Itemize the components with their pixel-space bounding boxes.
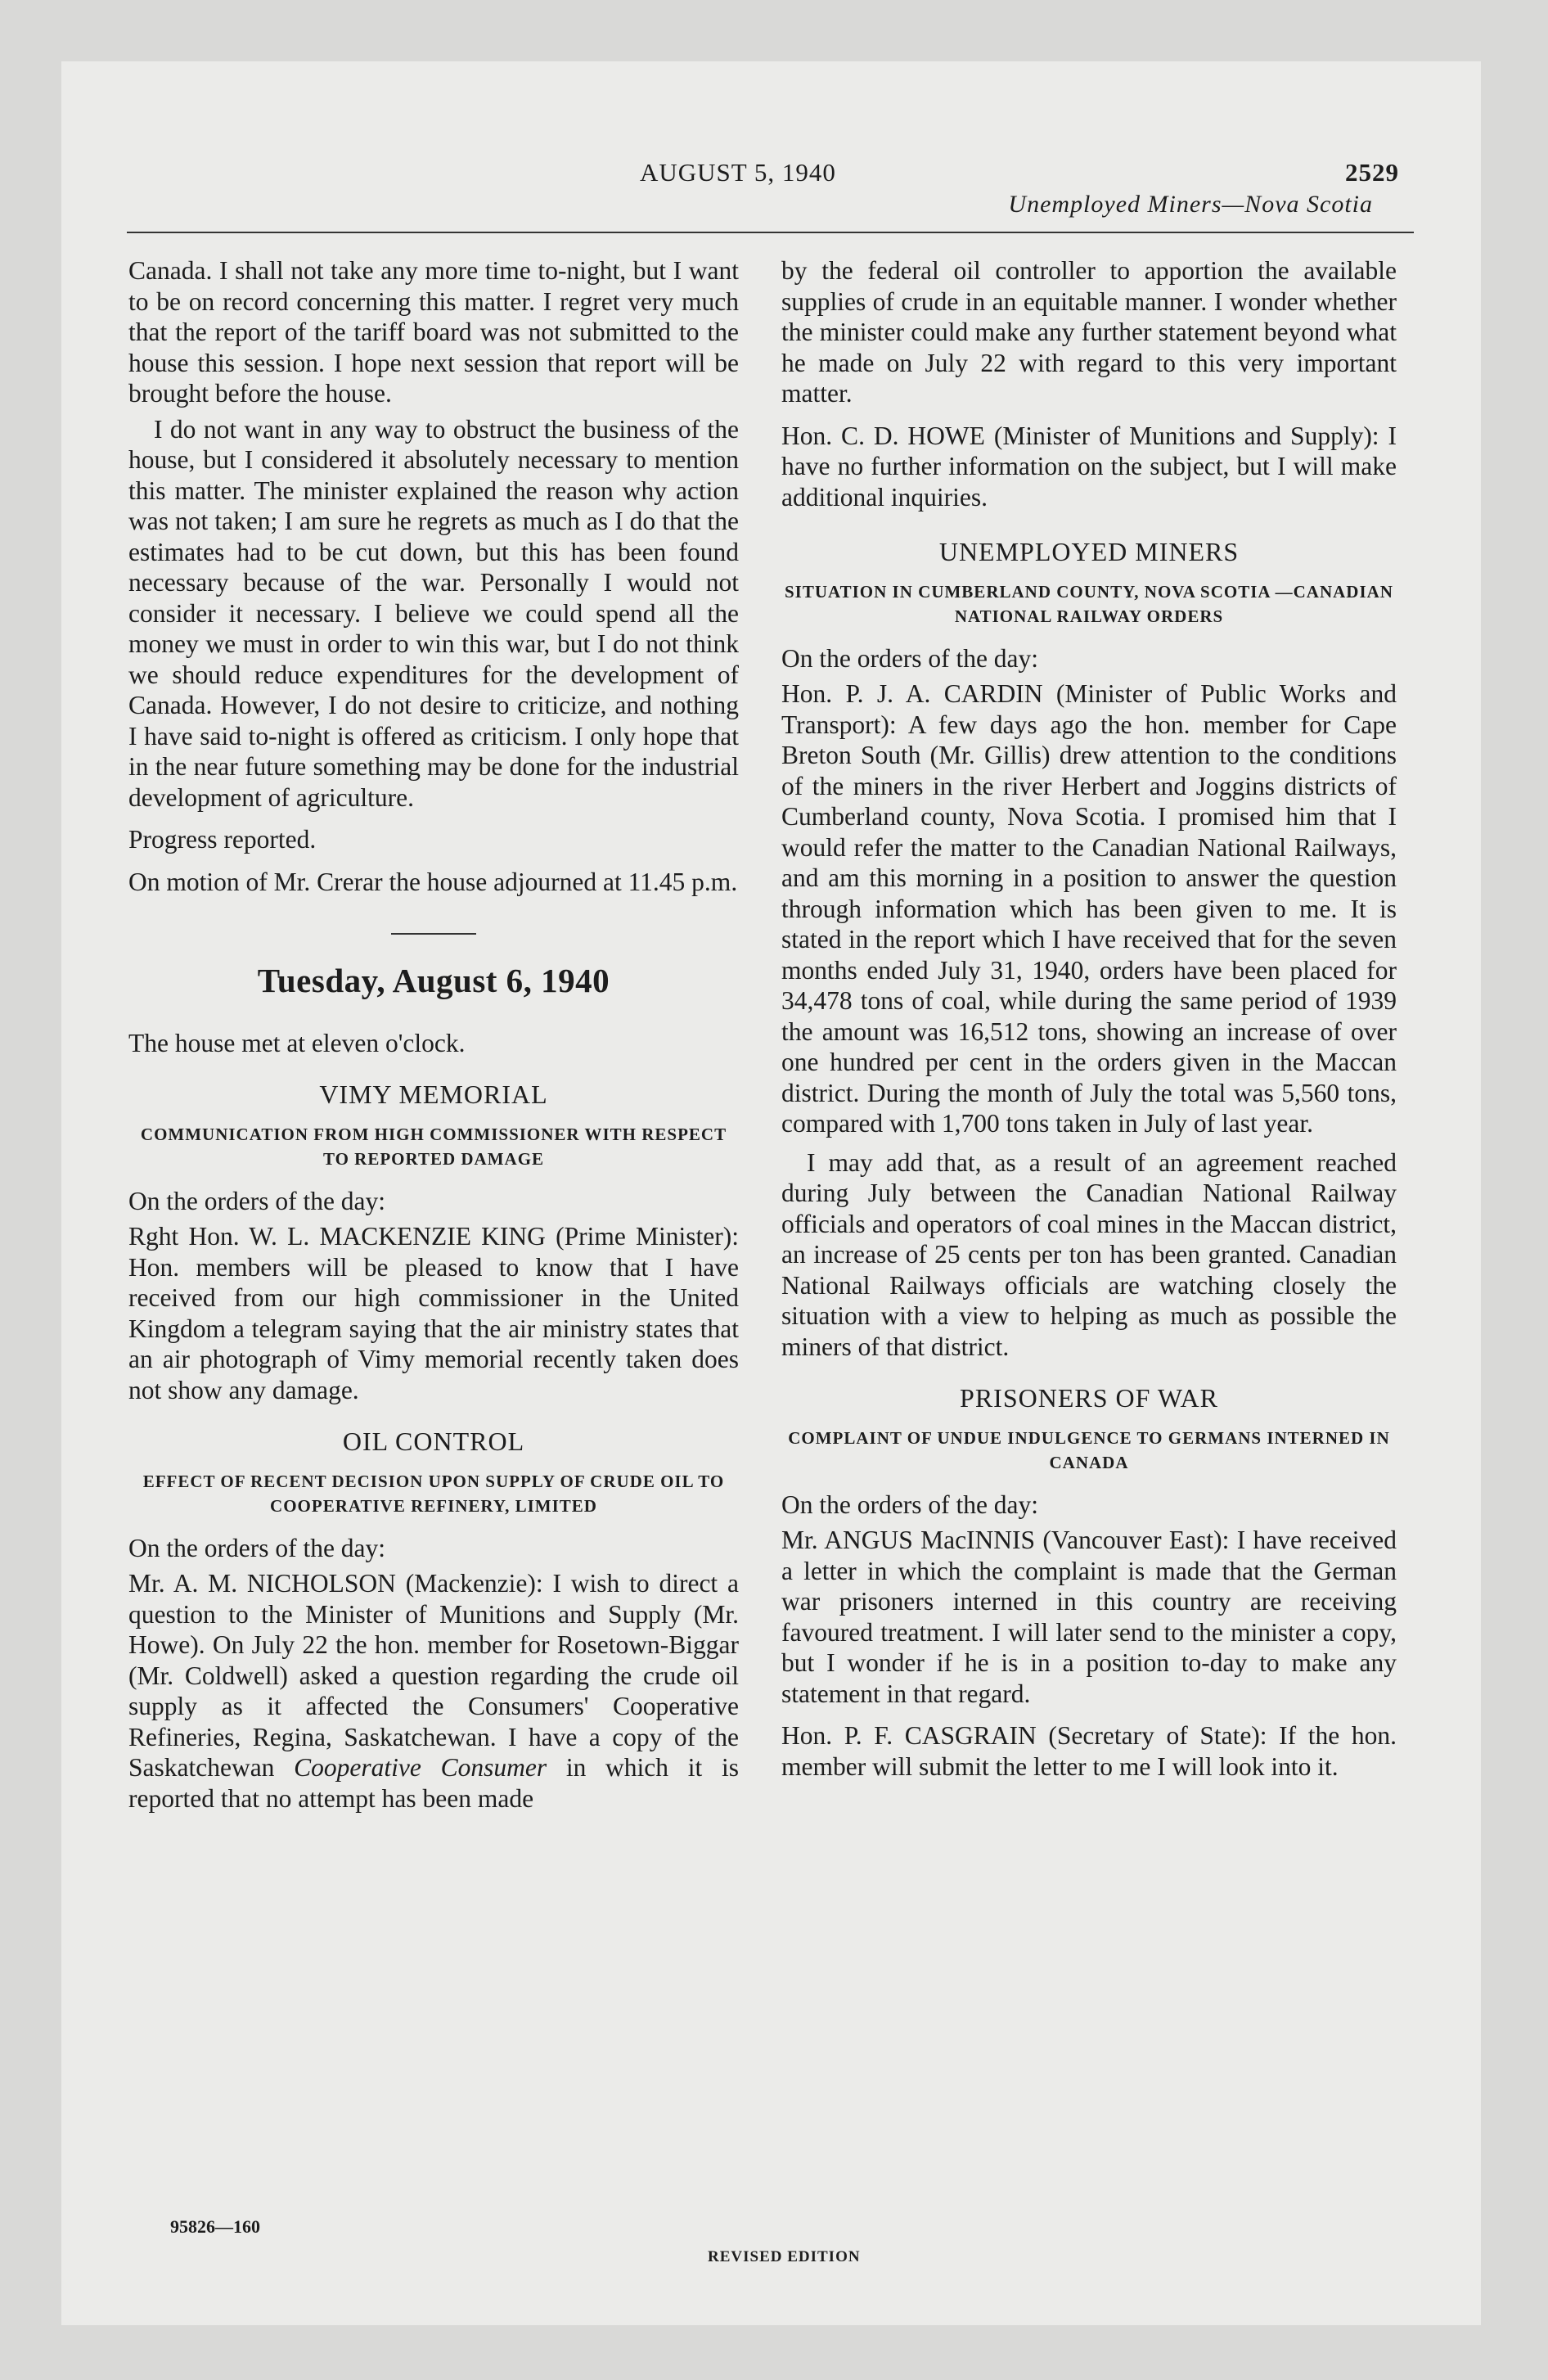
section-heading-vimy: VIMY MEMORIAL: [319, 1080, 548, 1109]
section-subheading-miners: SITUATION IN CUMBERLAND COUNTY, NOVA SCOTIA —CANADIAN NATIONAL RAILWAY ORDERS: [785, 581, 1393, 626]
paragraph: Progress reported.: [128, 825, 317, 854]
paragraph: On the orders of the day:: [781, 643, 1039, 673]
paragraph: Canada. I shall not take any more time to-night, but I want to be on record concerning this matter. I regret very much that the report of the tariff board was not submitted to the house this session. I hope next session that report will be brought before the house.: [128, 256, 739, 408]
publication-title: Cooperative Consumer: [294, 1753, 547, 1782]
section-heading-oil: OIL CONTROL: [342, 1427, 525, 1456]
section-heading-miners: UNEMPLOYED MINERS: [938, 537, 1240, 566]
header-date: AUGUST 5, 1940: [640, 158, 836, 187]
paragraph: The house met at eleven o'clock.: [128, 1028, 466, 1057]
running-head: [61, 158, 1481, 223]
header-rule: [127, 232, 1414, 233]
paragraph: Hon. P. J. A. CARDIN (Minister of Public Works and Transport): A few days ago the hon. member for Cape Breton South (Mr. Gillis) drew attention to the conditions of the miners in the river Herbert and Joggins districts of Cumberland county, Nova Scotia. I promised him that I would refer the matter to the Canadian National Railways, and am this morning in a position to answer the question through information which has been given to me. It is stated in the report which I have received that for the seven months ended July 31, 1940, orders have been placed for 34,478 tons of coal, while during the same period of 1939 the amount was 16,512 tons, showing an increase of over one hundred per cent in the orders given in the Maccan district. During the month of July the total was 5,560 tons, compared with 1,700 tons taken in July of last year.: [781, 679, 1397, 1138]
text-run: in which it is reported that no attempt has been made: [128, 1753, 739, 1813]
paragraph: Hon. P. F. CASGRAIN (Secretary of State): If the hon. member will submit the letter to me I will look into it.: [781, 1721, 1397, 1781]
section-subheading-prisoners: COMPLAINT OF UNDUE INDULGENCE TO GERMANS INTERNED IN CANADA: [788, 1427, 1390, 1472]
left-column: [128, 255, 739, 1819]
section-subheading-vimy: COMMUNICATION FROM HIGH COMMISSIONER WITH RESPECT TO REPORTED DAMAGE: [140, 1124, 727, 1169]
paragraph: by the federal oil controller to apportion the available supplies of crude in an equitable manner. I wonder whether the minister could make any further statement beyond what he made on July 22 with regard to this very important matter.: [781, 256, 1397, 408]
paragraph: On the orders of the day:: [781, 1490, 1039, 1519]
page-number: 2529: [1345, 158, 1399, 187]
paragraph: Mr. ANGUS MacINNIS (Vancouver East): I have received a letter in which the complaint is made that the German war prisoners interned in this country are receiving favoured treatment. I will later send to the minister a copy, but I wonder if he is in a position to-day to make any statement in that regard.: [781, 1526, 1397, 1708]
section-separator: [391, 933, 476, 935]
paragraph: On the orders of the day:: [128, 1186, 386, 1215]
edition-label: REVISED EDITION: [708, 2248, 861, 2265]
paragraph: On motion of Mr. Crerar the house adjourned at 11.45 p.m.: [128, 867, 738, 896]
right-column: [781, 255, 1397, 1787]
section-heading-prisoners: PRISONERS OF WAR: [960, 1383, 1218, 1413]
paragraph: [128, 1568, 739, 1814]
text-run: Mr. A. M. NICHOLSON (Mackenzie): I wish to direct a question to the Minister of Munitions and Supply (Mr. Howe). On July 22 the hon. member for Rosetown-Biggar (Mr. Coldwell) asked a question regarding the crude oil supply as it affected the Consumers' Cooperative Refineries, Regina, Saskatchewan. I have a copy of the Saskatchewan: [128, 1569, 739, 1782]
hansard-page: [61, 61, 1481, 2325]
print-code: 95826—160: [170, 2216, 260, 2237]
date-heading: Tuesday, August 6, 1940: [257, 962, 610, 999]
paragraph: Rght Hon. W. L. MACKENZIE KING (Prime Minister): Hon. members will be pleased to know that I have received from our high commissioner in the United Kingdom a telegram saying that the air ministry states that an air photograph of Vimy memorial recently taken does not show any damage.: [128, 1222, 739, 1404]
header-subject: Unemployed Miners—Nova Scotia: [1008, 191, 1373, 218]
paragraph: On the orders of the day:: [128, 1533, 386, 1562]
paragraph: I may add that, as a result of an agreement reached during July between the Canadian National Railway officials and operators of coal mines in the Maccan district, an increase of 25 cents per ton has been granted. Canadian National Railways officials are watching closely the situation with a view to helping as much as possible the miners of that district.: [781, 1147, 1397, 1361]
paragraph: I do not want in any way to obstruct the business of the house, but I considered it absolutely necessary to mention this matter. The minister explained the reason why action was not taken; I am sure he regrets as much as I do that the estimates had to be cut down, but this has been found necessary because of the war. Personally I would not consider it necessary. I believe we could spend all the money we must in order to win this war, but I do not think we should reduce expenditures for the development of Canada. However, I do not desire to criticize, and nothing I have said to-night is offered as criticism. I only hope that in the near future something may be done for the industrial development of agriculture.: [128, 414, 739, 812]
section-subheading-oil: EFFECT OF RECENT DECISION UPON SUPPLY OF CRUDE OIL TO COOPERATIVE REFINERY, LIMITED: [142, 1471, 725, 1516]
paragraph: Hon. C. D. HOWE (Minister of Munitions and Supply): I have no further information on the subject, but I will make additional inquiries.: [781, 421, 1397, 512]
